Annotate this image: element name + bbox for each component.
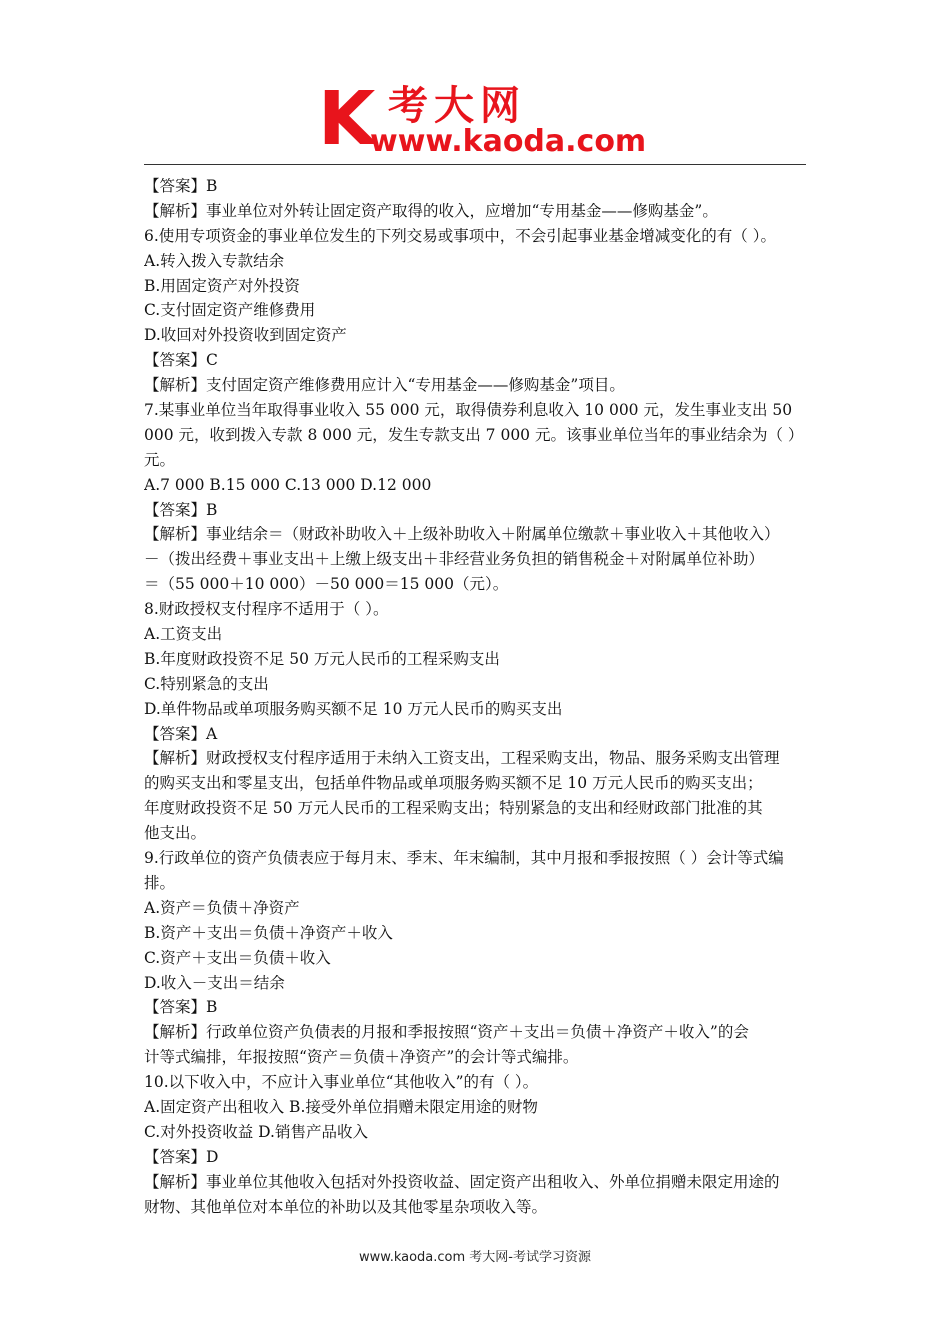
- text-line: A.固定资产出租收入 B.接受外单位捐赠未限定用途的财物: [144, 1097, 538, 1116]
- text-line: 【解析】行政单位资产负债表的月报和季报按照“资产＋支出＝负债＋净资产＋收入”的会: [144, 1023, 749, 1042]
- text-line: 元。: [144, 450, 176, 469]
- text-line: 9.行政单位的资产负债表应于每月末、季末、年末编制，其中月报和季报按照（ ）会计等式编: [144, 849, 784, 868]
- text-line: 10.以下收入中，不应计入事业单位“其他收入”的有（ ）。: [144, 1073, 539, 1092]
- logo-url: www.kaoda.com: [370, 124, 647, 159]
- text-line: 【解析】支付固定资产维修费用应计入“专用基金——修购基金”项目。: [144, 376, 625, 395]
- text-line: 排。: [144, 873, 176, 892]
- text-line: 【答案】B: [144, 998, 218, 1017]
- document-body: [144, 174, 812, 1219]
- text-line: 000 元，收到拨入专款 8 000 元，发生专款支出 7 000 元。该事业单位当年的事业结余为（ ）: [144, 425, 804, 444]
- text-line: D.单件物品或单项服务购买额不足 10 万元人民币的购买支出: [144, 699, 563, 718]
- text-line: 【答案】A: [144, 724, 218, 743]
- logo-chinese-name: 考大网: [388, 83, 526, 129]
- text-line: A.7 000 B.15 000 C.13 000 D.12 000: [144, 475, 432, 494]
- text-line: A.资产＝负债＋净资产: [144, 898, 300, 917]
- text-line: 7.某事业单位当年取得事业收入 55 000 元，取得债券利息收入 10 000 元，发生事业支出 50: [144, 401, 793, 420]
- text-line: 【答案】D: [144, 1147, 219, 1166]
- text-line: 计等式编排，年报按照“资产＝负债＋净资产”的会计等式编排。: [144, 1048, 579, 1067]
- text-line: 财物、其他单位对本单位的补助以及其他零星杂项收入等。: [144, 1197, 548, 1216]
- header-divider: [144, 164, 806, 165]
- site-logo: [318, 76, 647, 162]
- text-line: C.对外投资收益 D.销售产品收入: [144, 1122, 368, 1141]
- text-line: 年度财政投资不足 50 万元人民币的工程采购支出；特别紧急的支出和经财政部门批准的其: [144, 799, 763, 818]
- text-line: A.转入拨入专款结余: [144, 251, 285, 270]
- text-line: B.年度财政投资不足 50 万元人民币的工程采购支出: [144, 649, 500, 668]
- text-line: 【解析】事业单位对外转让固定资产取得的收入，应增加“专用基金——修购基金”。: [144, 201, 718, 220]
- page-footer: www.kaoda.com 考大网-考试学习资源: [359, 1250, 591, 1265]
- text-line: B.资产＋支出＝负债＋净资产＋收入: [144, 923, 393, 942]
- text-line: 【解析】财政授权支付程序适用于未纳入工资支出，工程采购支出，物品、服务采购支出管理: [144, 749, 780, 768]
- text-line: 8.财政授权支付程序不适用于（ ）。: [144, 600, 389, 619]
- text-line: D.收入－支出＝结余: [144, 973, 285, 992]
- text-line: A.工资支出: [144, 625, 223, 644]
- text-line: 【答案】B: [144, 177, 218, 195]
- text-line: B.用固定资产对外投资: [144, 276, 300, 295]
- text-line: 【答案】C: [144, 351, 218, 370]
- text-line: 6.使用专项资金的事业单位发生的下列交易或事项中，不会引起事业基金增减变化的有（ ）。: [144, 226, 776, 245]
- text-line: 【解析】事业结余＝（财政补助收入＋上级补助收入＋附属单位缴款＋事业收入＋其他收入）: [144, 525, 780, 544]
- text-line: 的购买支出和零星支出，包括单件物品或单项服务购买额不足 10 万元人民币的购买支出；: [144, 774, 763, 793]
- text-line: C.支付固定资产维修费用: [144, 301, 316, 320]
- text-line: 【解析】事业单位其他收入包括对外投资收益、固定资产出租收入、外单位捐赠未限定用途的: [144, 1172, 780, 1191]
- text-line: 【答案】B: [144, 500, 218, 519]
- logo-mark: K: [318, 76, 374, 162]
- text-line: －（拨出经费＋事业支出＋上缴上级支出＋非经营业务负担的销售税金＋对附属单位补助）: [144, 550, 765, 569]
- text-line: ＝（55 000＋10 000）－50 000＝15 000（元）。: [144, 575, 509, 594]
- text-line: C.资产＋支出＝负债＋收入: [144, 948, 331, 967]
- text-line: 他支出。: [144, 824, 207, 843]
- text-line: D.收回对外投资收到固定资产: [144, 326, 347, 345]
- text-line: C.特别紧急的支出: [144, 674, 269, 693]
